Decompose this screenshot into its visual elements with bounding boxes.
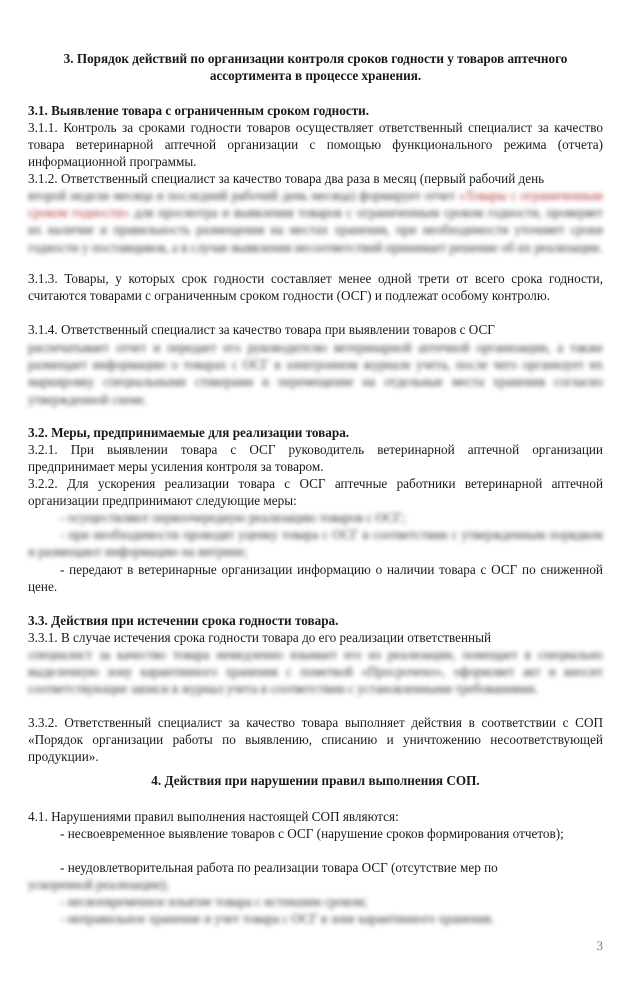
section-4-heading: 4. Действия при нарушении правил выполнения СОП.: [151, 773, 480, 788]
blurred-measure-2: - при необходимости проводят уценку товара с ОСГ в соответствии с утвержденным порядком и размещают информацию на витрине;: [28, 527, 603, 560]
blurred-red-text: «Товары с ограниченным сроком годности»: [28, 188, 603, 221]
paragraph-3-1-4: 3.1.4. Ответственный специалист за качество товара при выявлении товаров с ОСГ: [28, 322, 495, 337]
violation-item-1: - несвоевременное выявление товаров с ОСГ (нарушение сроков формирования отчетов);: [60, 826, 564, 841]
paragraph-3-2-2: 3.2.2. Для ускорения реализации товара с ОСГ аптечные работники ветеринарной аптечной организации предпринимают следующие меры:: [28, 476, 603, 509]
paragraph-3-3-2: 3.3.2. Ответственный специалист за качество товара выполняет действия в соответствии с СОП «Порядок организации работы по выявлению, списанию и уничтожению несоответствующей продукции».: [28, 715, 603, 765]
violation-item-3-blurred: - несвоевременное изъятие товара с истекшим сроком;: [60, 894, 368, 909]
violation-item-2-blurred: ускоренной реализации);: [28, 877, 169, 892]
paragraph-3-1-3: 3.1.3. Товары, у которых срок годности составляет менее одной трети от всего срока годности, считаются товарами с ограниченным сроком годности (ОСГ) и подлежат особому контролю.: [28, 271, 603, 304]
measure-3: - передают в ветеринарные организации информацию о наличии товара с ОСГ по сниженной цене.: [28, 562, 603, 595]
subsection-3-3-title: 3.3. Действия при истечении срока годности товара.: [28, 613, 339, 628]
paragraph-3-2-1: 3.2.1. При выявлении товара с ОСГ руководитель ветеринарной аптечной организации предпринимает меры усиления контроля за товаром.: [28, 442, 603, 475]
paragraph-3-3-1-blurred: специалист за качество товара немедленно изымает его из реализации, помещает в специально выделенную зону карантинного хранения с пометкой «Просрочено», оформляет акт и вносит соответствующие записи в журнал учета в соответствии с установленными требованиями.: [28, 647, 603, 697]
paragraph-3-1-1: 3.1.1. Контроль за сроками годности товаров осуществляет ответственный специалист за качество товара ветеринарной аптечной организации с помощью функционального режима (отчета) информационной программы.: [28, 120, 603, 170]
paragraph-3-1-4-blurred: распечатывает отчет и передает его руководителю ветеринарной аптечной организации, а также размещает информацию о товарах с ОСГ в электронном журнале учета, после чего организует их маркировку специальными стикерами и перемещение на отдельные места хранения согласно утвержденной схеме.: [28, 340, 603, 407]
paragraph-3-1-2: 3.1.2. Ответственный специалист за качество товара два раза в месяц (первый рабочий день: [28, 171, 545, 186]
subsection-3-2-title: 3.2. Меры, предпринимаемые для реализации товара.: [28, 425, 350, 440]
blurred-text: для просмотра и выявления товаров с ограниченным сроком годности, проверяет их наличие и правильность размещения на местах хранения, при необходимости уточняет сроки годности у поставщиков, а в случае выявления несоответствий принимает решение об их реализации.: [28, 205, 604, 255]
page-number: 3: [596, 938, 603, 953]
section-3-heading: 3. Порядок действий по организации контроля сроков годности у товаров аптечного ассортимента в процессе хранения.: [63, 51, 568, 84]
paragraph-4-1: 4.1. Нарушениями правил выполнения настоящей СОП являются:: [28, 809, 399, 824]
subsection-3-1-title: 3.1. Выявление товара с ограниченным сроком годности.: [28, 103, 370, 118]
violation-item-2: - неудовлетворительная работа по реализации товара ОСГ (отсутствие мер по: [60, 860, 498, 875]
violation-item-4-blurred: - неправильное хранение и учет товара с ОСГ в зоне карантинного хранения.: [60, 911, 494, 926]
paragraph-3-1-2-blurred: [28, 187, 603, 256]
paragraph-3-3-1: 3.3.1. В случае истечения срока годности товара до его реализации ответственный: [28, 630, 492, 645]
blurred-measure-1: - осуществляют первоочередную реализацию товаров с ОСГ;: [60, 510, 406, 525]
blurred-text: второй недели месяца и последний рабочий день месяца) формирует отчет: [28, 188, 456, 203]
